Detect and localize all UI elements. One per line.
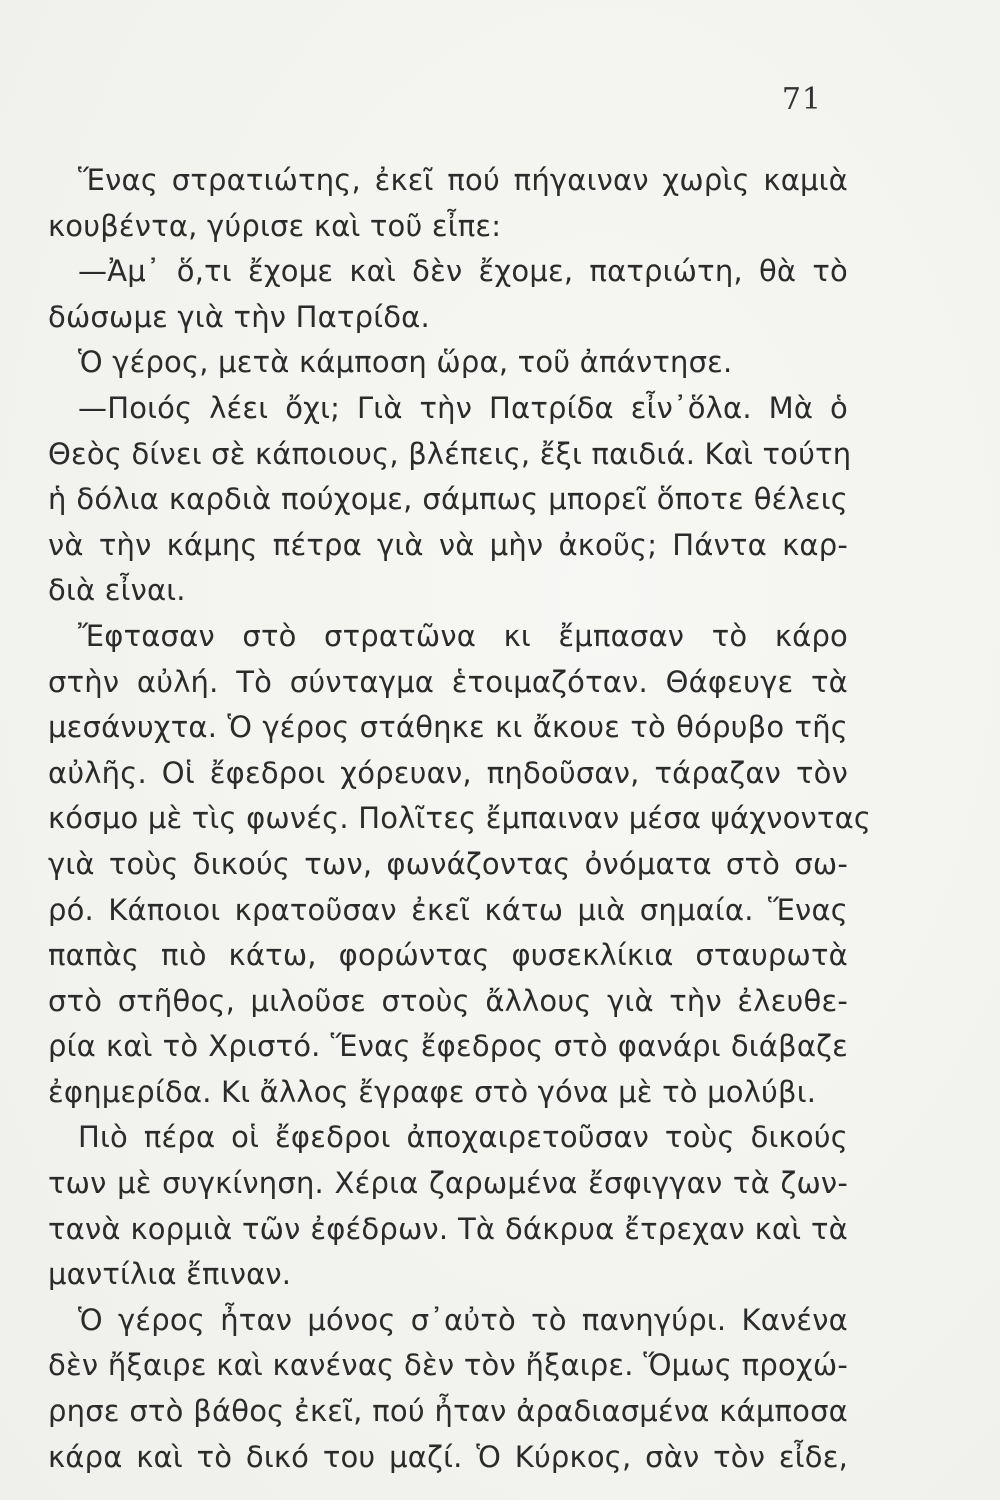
text-line: ἐφημερίδα. Κι ἄλλος ἔγραφε στὸ γόνα μὲ τὸ μολύβι. xyxy=(48,1074,817,1109)
text-line: των μὲ συγκίνηση. Χέρια ζαρωμένα ἔσφιγγαν τὰ ζων- xyxy=(48,1166,848,1201)
text-line: κάρα καὶ τὸ δικό του μαζί. Ὁ Κύρκος, σὰν τὸν εἶδε, xyxy=(48,1439,848,1474)
text-line: δὲν ἤξαιρε καὶ κανένας δὲν τὸν ἤξαιρε. Ὅμως προχώ- xyxy=(48,1348,848,1383)
text-line: νὰ τὴν κάμης πέτρα γιὰ νὰ μὴν ἀκοῦς; Πάντα καρ- xyxy=(48,527,848,562)
text-line: στὴν αὐλή. Τὸ σύνταγμα ἑτοιμαζόταν. Θάφευγε τὰ xyxy=(48,664,848,699)
text-line: γιὰ τοὺς δικούς των, φωνάζοντας ὀνόματα στὸ σω- xyxy=(48,846,848,881)
text-line: —Ποιός λέει ὄχι; Γιὰ τὴν Πατρίδα εἶν᾽ὅλα. Μὰ ὁ xyxy=(78,390,848,425)
text-line: διὰ εἶναι. xyxy=(48,573,186,608)
page-number: 71 xyxy=(781,82,822,117)
text-line: μαντίλια ἔπιναν. xyxy=(48,1257,292,1292)
text-line: μεσάνυχτα. Ὁ γέρος στάθηκε κι ἄκουε τὸ θόρυβο τῆς xyxy=(48,710,848,745)
text-line: αὐλῆς. Οἱ ἔφεδροι χόρευαν, πηδοῦσαν, τάραζαν τὸν xyxy=(48,755,848,790)
text-line: Ἔφτασαν στὸ στρατῶνα κι ἔμπασαν τὸ κάρο xyxy=(78,618,848,653)
text-line: Πιὸ πέρα οἱ ἔφεδροι ἀποχαιρετοῦσαν τοὺς δικούς xyxy=(78,1120,848,1155)
text-line: —Ἀμ᾽ ὅ,τι ἔχομε καὶ δὲν ἔχομε, πατριώτη, θὰ τὸ xyxy=(78,254,848,289)
text-line: Ὁ γέρος ἦταν μόνος σ᾽αὐτὸ τὸ πανηγύρι. Κανένα xyxy=(78,1302,848,1337)
text-line: δώσωμε γιὰ τὴν Πατρίδα. xyxy=(48,299,430,334)
text-line: ρία καὶ τὸ Χριστό. Ἕνας ἔφεδρος στὸ φανάρι διάβαζε xyxy=(48,1029,848,1064)
text-line: κουβέντα, γύρισε καὶ τοῦ εἶπε: xyxy=(48,208,502,243)
body-text xyxy=(48,158,872,1480)
text-line: Θεὸς δίνει σὲ κάποιους, βλέπεις, ἔξι παιδιά. Καὶ τούτη xyxy=(48,436,852,471)
text-line: Ἕνας στρατιώτης, ἐκεῖ πού πήγαιναν χωρὶς καμιὰ xyxy=(78,163,848,197)
text-line: παπὰς πιὸ κάτω, φορώντας φυσεκλίκια σταυρωτὰ xyxy=(48,938,848,973)
text-line: ρησε στὸ βάθος ἐκεῖ, πού ἦταν ἀραδιασμένα κάμποσα xyxy=(48,1394,848,1429)
text-line: ρό. Κάποιοι κρατοῦσαν ἐκεῖ κάτω μιὰ σημαία. Ἕνας xyxy=(48,892,848,927)
text-line: τανὰ κορμιὰ τῶν ἐφέδρων. Τὰ δάκρυα ἔτρεχαν καὶ τὰ xyxy=(48,1211,848,1246)
text-line: κόσμο μὲ τὶς φωνές. Πολῖτες ἔμπαιναν μέσα ψάχνοντας xyxy=(48,801,872,836)
text-line: Ὁ γέρος, μετὰ κάμποση ὥρα, τοῦ ἀπάντησε. xyxy=(78,345,733,380)
text-line: ἡ δόλια καρδιὰ πούχομε, σάμπως μπορεῖ ὅποτε θέλεις xyxy=(48,482,848,517)
text-line: στὸ στῆθος, μιλοῦσε στοὺς ἄλλους γιὰ τὴν ἐλευθε- xyxy=(48,983,848,1018)
